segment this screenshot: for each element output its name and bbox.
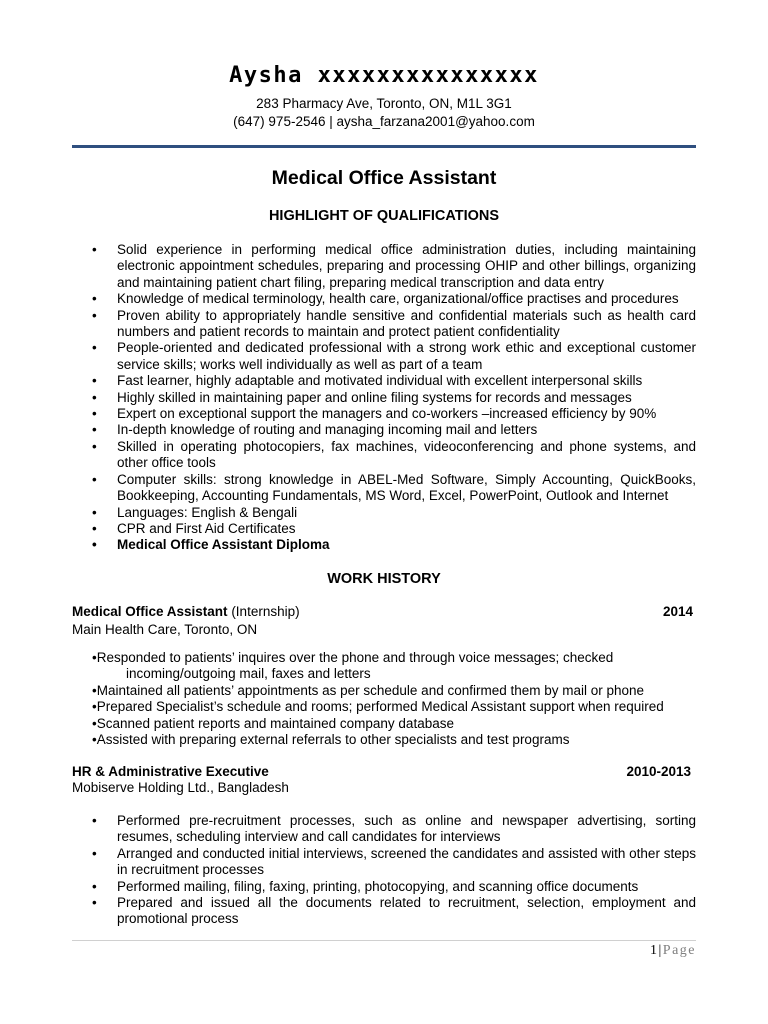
page-label: Page	[662, 943, 696, 958]
phone-email: (647) 975-2546 | aysha_farzana2001@yahoo.com	[233, 114, 535, 129]
list-item: • Languages: English & Bengali	[92, 504, 298, 520]
candidate-name: Aysha xxxxxxxxxxxxxxx	[229, 63, 539, 88]
list-item: • Prepared and issued all the documents related to recruitment, selection, employment and promotional process	[92, 895, 696, 927]
list-item: • Performed mailing, filing, faxing, printing, photocopying, and scanning office documents	[92, 878, 639, 894]
list-item: •Responded to patients’ inquires over the phone and through voice messages; checked incoming/outgoing mail, faxes and letters	[92, 650, 614, 682]
job-title: HR & Administrative Executive	[72, 764, 269, 779]
job-duties-list	[72, 813, 696, 928]
list-item: • Expert on exceptional support the managers and co-workers –increased efficiency by 90%	[92, 406, 657, 422]
page-number: 1	[649, 943, 659, 958]
qualifications-heading: HIGHLIGHT OF QUALIFICATIONS	[268, 208, 500, 224]
bullet-icon: •	[92, 699, 97, 715]
list-item: •Prepared Specialist’s schedule and rooms; performed Medical Assistant support when required	[92, 699, 664, 715]
bullet-icon: •	[92, 537, 97, 553]
address: 283 Pharmacy Ave, Toronto, ON, M1L 3G1	[256, 96, 512, 111]
bullet-icon: •	[92, 406, 97, 422]
job-year: 2014	[662, 604, 693, 619]
bullet-icon: •	[92, 438, 97, 454]
bullet-icon: •	[92, 291, 97, 307]
bullet-icon: •	[92, 307, 97, 323]
list-item: • Fast learner, highly adaptable and motivated individual with excellent interpersonal skills	[92, 373, 643, 389]
work-history-heading: WORK HISTORY	[327, 571, 441, 587]
list-item: • Proven ability to appropriately handle sensitive and confidential materials such as health card numbers and patient records to maintain and protect patient confidentiality	[92, 307, 696, 340]
list-item: • Skilled in operating photocopiers, fax machines, videoconferencing and phone systems, and other office tools	[92, 438, 696, 471]
bullet-icon: •	[92, 845, 97, 861]
list-item: • Knowledge of medical terminology, health care, organizational/office practises and procedures	[92, 291, 679, 307]
list-item: •Scanned patient reports and maintained company database	[92, 715, 454, 731]
list-item: • Arranged and conducted initial interviews, screened the candidates and assisted with other steps in recruitment processes	[92, 845, 696, 878]
resume-title: Medical Office Assistant	[271, 167, 497, 189]
list-item: • Medical Office Assistant Diploma	[92, 537, 330, 553]
bullet-icon: •	[92, 520, 97, 536]
bullet-icon: •	[92, 340, 97, 356]
job-year: 2010-2013	[626, 764, 691, 779]
bullet-icon: •	[92, 813, 97, 828]
bullet-icon: •	[92, 242, 97, 257]
list-item: • Computer skills: strong knowledge in ABEL-Med Software, Simply Accounting, QuickBooks, Bookkeeping, Accounting Fundamentals, MS Word, Excel, PowerPoint, Outlook and Internet	[92, 471, 696, 504]
list-item: • People-oriented and dedicated professional with a strong work ethic and exceptional customer service skills; works well individually as well as part of a team	[92, 340, 696, 372]
list-item: • Solid experience in performing medical office administration duties, including maintaining electronic appointment schedules, preparing and processing OHIP and other billings, organizing and maintaining patient chart filing, preparing medical transcription and data entry	[92, 242, 696, 290]
bullet-icon: •	[92, 682, 97, 698]
qualifications-list	[72, 242, 696, 554]
list-item: • Highly skilled in maintaining paper and online filing systems for records and messages	[92, 389, 632, 405]
bullet-icon: •	[92, 471, 97, 487]
list-item: • CPR and First Aid Certificates	[92, 520, 296, 536]
header-divider	[72, 145, 696, 148]
bullet-icon: •	[92, 895, 97, 911]
list-item: • Performed pre-recruitment processes, such as online and newspaper advertising, sorting resumes, scheduling interview and call candidates for interviews	[92, 813, 696, 845]
list-item: •Maintained all patients’ appointments as per schedule and confirmed them by mail or phone	[92, 682, 645, 698]
page-footer: 1|Page	[649, 943, 696, 958]
bullet-icon: •	[92, 732, 97, 748]
bullet-icon: •	[92, 504, 97, 520]
bullet-icon: •	[92, 389, 97, 405]
bullet-icon: •	[92, 650, 97, 665]
list-item: •Assisted with preparing external referrals to other specialists and test programs	[92, 732, 570, 748]
job-duties-list	[92, 650, 696, 748]
bullet-icon: •	[92, 878, 97, 894]
bullet-icon: •	[92, 422, 97, 438]
bullet-icon: •	[92, 715, 97, 731]
list-item: • In-depth knowledge of routing and managing incoming mail and letters	[92, 422, 538, 438]
footer-divider	[72, 940, 696, 941]
job-company: Main Health Care, Toronto, ON	[72, 622, 258, 637]
job-company: Mobiserve Holding Ltd., Bangladesh	[72, 780, 289, 795]
job-title: Medical Office Assistant (Internship)	[72, 604, 300, 619]
bullet-icon: •	[92, 373, 97, 389]
